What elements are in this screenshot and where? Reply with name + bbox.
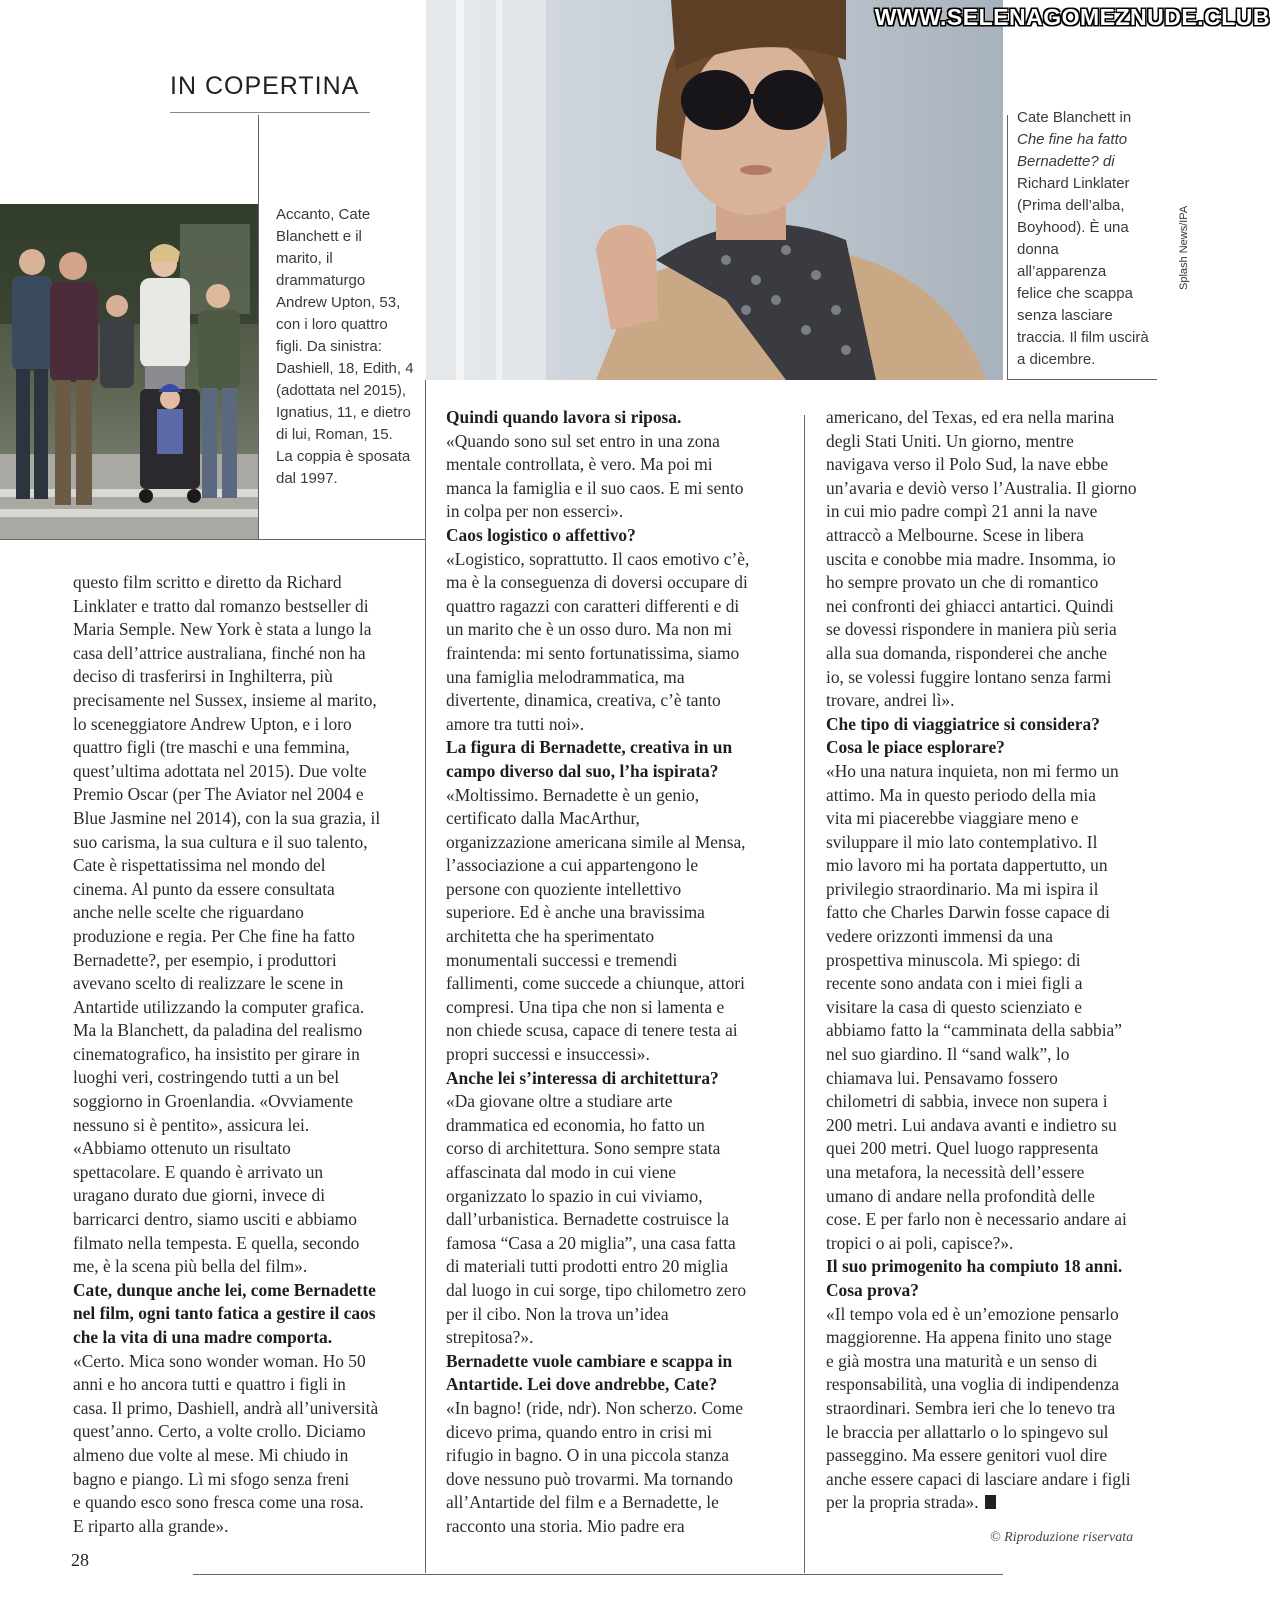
film-still-photo: [426, 0, 1003, 380]
page-number: 28: [71, 1550, 89, 1570]
title-divider: [170, 112, 370, 113]
family-caption: Accanto, Cate Blanchett e il marito, il drammaturgo Andrew Upton, 53, con i loro quattro figli. Da sinistra: Dashiell, 18, Edith, 4 (adottata nel 2015), Ignatius, 11, e dietro di lui, Roman, 15. La coppia è sposata dal 1997.: [276, 206, 414, 487]
watermark: WWW.SELENAGOMEZNUDE.CLUB: [874, 4, 1270, 30]
column-rule-2: [804, 415, 805, 1573]
film-caption: Cate Blanchett in Che fine ha fatto Bernadette? di Richard Linklater (Prima dell’alba, Boyhood). È una donna all’apparenza felice che scappa senza lasciare traccia. Il film uscirà a dicembre.: [1017, 109, 1149, 368]
article-column-2: Quindi quando lavora si riposa. «Quando sono sul set entro in una zona mentale controllata, è vero. Ma poi mi manca la famiglia e il suo caos. E mi sento in colpa per non esserci». Caos logistico o affettivo? «Logistico, soprattutto. Il caos emotivo c’è, ma è la conseguenza di doversi occupare di quattro ragazzi con caratteri differenti e di un marito che è un osso duro. Ma non mi fraintenda: mi sento fortunatissima, siamo una famiglia melodrammatica, ma divertente, dinamica, creativa, c’è tanto amore tra tutti noi». La figura di Bernadette, creativa in un campo diverso dal suo, l’ha ispirata? «Moltissimo. Bernadette è un genio, certificato dalla MacArthur, organizzazione americana simile al Mensa, l’associazione a cui appartengono le persone con quoziente intellettivo superiore. Ed è anche una bravissima architetta che ha sperimentato monumentali successi e tremendi fallimenti, come succede a chiunque, attori compresi. Una tipa che non si lamenta e non chiede scusa, capace di tenere testa ai propri successi e insuccessi». Anche lei s’interessa di architettura? «Da giovane oltre a studiare arte drammatica ed economia, ho fatto un corso di architettura. Sono sempre stata affascinata dal modo in cui viene organizzato lo spazio in cui viviamo, dall’urbanistica. Bernadette costruisce la famosa “Casa a 20 miglia”, una casa fatta di materiali tutti prodotti entro 20 miglia dal luogo in cui sorge, tipo chilometro zero per il cibo. Non la trova un’idea strepitosa?». Bernadette vuole cambiare e scappa in Antartide. Lei dove andrebbe, Cate? «In bagno! (ride, ndr). Non scherzo. Come dicevo prima, quando entro in crisi mi rifugio in bagno. O in una piccola stanza dove nessuno può trovarmi. Ma tornando all’Antartide del film e a Bernadette, le racconto una storia. Mio padre era: [446, 407, 750, 1536]
footer-rule: [193, 1574, 1003, 1575]
film-caption-bottom-rule: [1007, 379, 1157, 380]
article-column-1: questo film scritto e diretto da Richard Linklater e tratto dal romanzo bestseller di Maria Semple. New York è stata a lungo la casa dell’attrice australiana, finché non ha deciso di trasferirsi in Inghilterra, più precisamente nel Sussex, insieme al marito, lo sceneggiatore Andrew Upton, e i loro quattro figli (tre maschi e una femmina, quest’ultima adottata nel 2015). Due volte Premio Oscar (per The Aviator nel 2004 e Blue Jasmine nel 2014), con la sua grazia, il suo carisma, la sua cultura e il suo talento, Cate è rispettatissima nel mondo del cinema. Al punto da essere consultata anche nelle scelte che riguardano produzione e regia. Per Che fine ha fatto Bernadette?, per esempio, i produttori avevano scelto di realizzare le scene in Antartide utilizzando la computer grafica. Ma la Blanchett, da paladina del realismo cinematografico, ha insistito per girare in luoghi veri, costringendo tutti a un bel soggiorno in Groenlandia. «Ovviamente nessuno si è pentito», assicura lei. «Abbiamo ottenuto un risultato spettacolare. E quando è arrivato un uragano durato due giorni, invece di barricarci dentro, siamo usciti e abbiamo filmato nella tempesta. E quella, secondo me, è la scena più bella del film». Cate, dunque anche lei, come Bernadette nel film, ogni tanto fatica a gestire il caos che la vita di una madre comporta. «Certo. Mica sono wonder woman. Ho 50 anni e ho ancora tutti e quattro i figli in casa. Il primo, Dashiell, andrà all’università quest’anno. Certo, a volte crollo. Diciamo almeno due volte al mese. Mi chiudo in bagno e piango. Lì mi sfogo senza freni e quando esco sono fresca come una rosa. E riparto alla grande».: [73, 572, 381, 1536]
article-column-3: americano, del Texas, ed era nella marina degli Stati Uniti. Un giorno, mentre navigava verso il Polo Sud, la nave ebbe un’avaria e deviò verso l’Australia. Il giorno in cui mio padre compì 21 anni la nave attraccò a Melbourne. Scese in libera uscita e conobbe mia madre. Insomma, io ho sempre provato un che di romantico nei confronti dei ghiacci antartici. Quindi se dovessi rispondere in maniera più seria alla sua domanda, risponderei che anche io, se volessi fuggire lontano senza farmi trovare, andrei lì». Che tipo di viaggiatrice si considera? Cosa le piace esplorare? «Ho una natura inquieta, non mi fermo un attimo. Ma in questo periodo della mia vita mi piacerebbe viaggiare meno e sviluppare il mio lato contemplativo. Il mio lavoro mi ha portata dappertutto, un privilegio straordinario. Ma mi ispira il fatto che Charles Darwin fosse capace di vedere orizzonti immensi da una prospettiva minuscola. Mi spiego: di recente sono andata con i miei figli a visitare la casa di questo scienziato e abbiamo fatto la “camminata della sabbia” nel suo giardino. Il “sand walk”, lo chiamava lui. Pensavamo fossero chilometri di sabbia, invece non supera i 200 metri. Lui andava avanti e indietro su quei 200 metri. Quel luogo rappresenta una metafora, la necessità dell’essere umano di andare nella profondità delle cose. E per farlo non è necessario andare ai tropici o ai poli, capisce?». Il suo primogenito ha compiuto 18 anni. Cosa prova? «Il tempo vola ed è un’emozione pensarlo maggiorenne. Ha appena finito uno stage e già mostra una maturità e un senso di responsabilità, una voglia di indipendenza straordinari. Sembra ieri che lo tenevo tra le braccia per allattarlo o lo spingevo sul passeggino. Ma essere genitori vuol dire anche essere capaci di lasciare andare i figli per la propria strada».: [826, 407, 1137, 1513]
caption-vertical-rule: [258, 115, 259, 539]
family-photo: [0, 204, 259, 540]
film-caption-vertical-rule: [1007, 115, 1008, 379]
photo-credit: Splash News/IPA: [1178, 205, 1190, 290]
section-title: IN COPERTINA: [170, 72, 360, 100]
end-mark-icon: [985, 1495, 996, 1509]
column-rule-1: [425, 380, 426, 1573]
caption-bottom-rule: [0, 539, 426, 540]
copyright-note: © Riproduzione riservata: [990, 1530, 1134, 1545]
closing-line: per la propria strada».: [826, 1492, 979, 1513]
